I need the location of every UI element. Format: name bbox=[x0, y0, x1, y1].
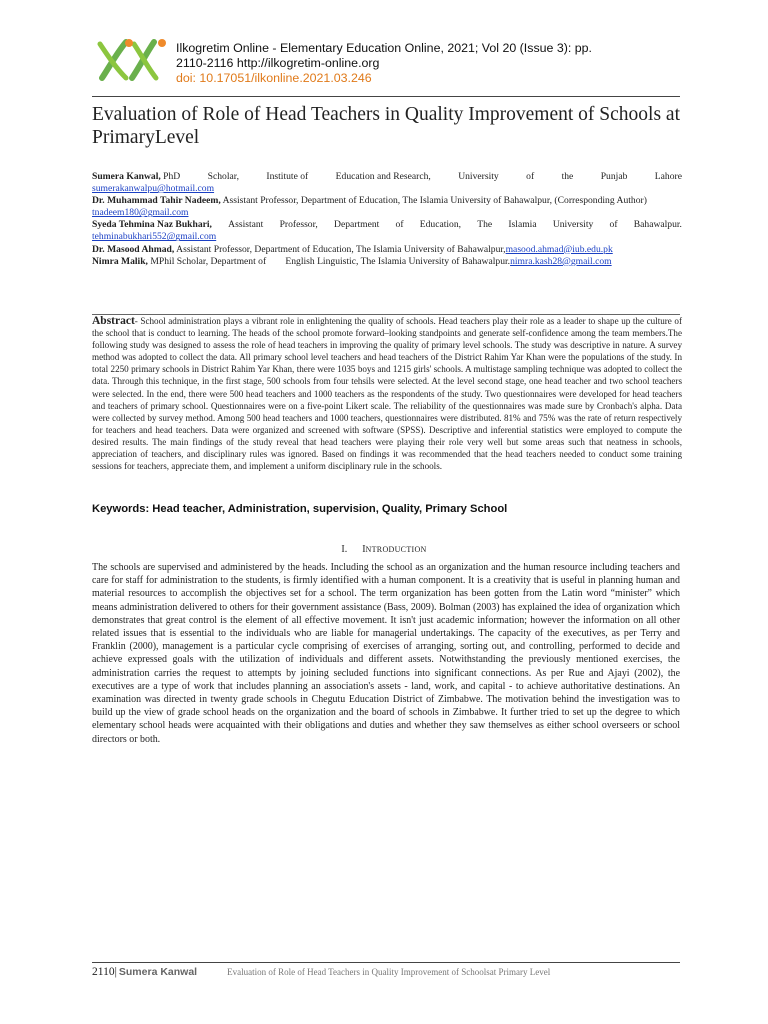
author-name: Sumera Kanwal, bbox=[92, 171, 161, 182]
author-row-5 bbox=[92, 256, 682, 268]
author-email[interactable]: nimra.kash28@gmail.com bbox=[510, 255, 612, 267]
journal-citation: Ilkogretim Online - Elementary Education Online, 2021; Vol 20 (Issue 3): pp. bbox=[176, 41, 592, 55]
footer-divider bbox=[92, 962, 680, 963]
footer-title: Evaluation of Role of Head Teachers in Quality Improvement of Schoolsat Primary Level bbox=[227, 967, 551, 977]
abstract-label: Abstract bbox=[92, 315, 135, 327]
author-name: Nimra Malik, bbox=[92, 255, 148, 267]
author-affiliation-part: Education and Research, bbox=[335, 171, 431, 182]
author-affiliation-part: Lahore bbox=[654, 171, 682, 182]
author-row-4 bbox=[92, 244, 682, 256]
author-affiliation-part: Professor, bbox=[279, 219, 318, 231]
author-affiliation-part: Scholar, bbox=[207, 171, 239, 182]
author-affiliation: Assistant Professor, Department of Education, The Islamia University of Bahawalpur, bbox=[176, 243, 506, 255]
author-affiliation-part: Assistant bbox=[228, 219, 264, 231]
author-affiliation-part: Bahawalpur. bbox=[633, 219, 682, 231]
journal-header bbox=[176, 41, 696, 86]
section-number: I. bbox=[341, 544, 348, 555]
section-title-initial: I bbox=[362, 544, 366, 555]
author-affiliation-part: Punjab bbox=[600, 171, 628, 182]
section-heading bbox=[0, 544, 768, 555]
page-number: 2110| bbox=[92, 966, 117, 978]
author-row-2 bbox=[92, 195, 682, 207]
author-affiliation: Assistant Professor, Department of Education, The Islamia University of Bahawalpur, (Corresponding Author) bbox=[222, 195, 647, 207]
introduction-paragraph: The schools are supervised and administered by the heads. Including the school as an organization and the human resource including teachers and care for staff for administration to the students, is firmly identified with a human component. It is a creativity that is useful in planning human and material resources to accomplish the objectives set for a school. The term organization has been gotten from the Latin word “minister” which means administration delivered to others for their government assistance (Bass, 2009). Bolman (2003) has explained the idea of organization which demonstrates that great control is the element of all effective movement. It isn't just academic information; however the information on all other related issues that is essential to the individuals who are liable for managerial undertakings. The capacity of the executives, as per Terry and Franklin (2000), management is a particular cycle comprising of exercises of arranging, sorting out, and controlling, performed to decide and achieve expressed goals with the utilization of individuals and different assets. Notwithstanding the previously mentioned exercises, the administration carries the request to attempts by joining secluded functions into significant connections. As per Rue and Ajayi (2002), the executives are a type of work that includes planning an association's assets - land, work, and capital - to achieve authoritative destinations. An examination was directed in twenty grade schools in Chegutu Education District of Zimbabwe. The motivation behind the investigation was to build up the view of grade school heads on the organization and the board of schools in Zimbabwe. It further tried to set up the degree to which elementary school heads were acquainted with their obligations and duties and whether they saw themselves as either school overseers or school directors or both. bbox=[92, 562, 680, 745]
author-email[interactable]: sumerakanwalpu@hotmail.com bbox=[92, 183, 215, 195]
author-row-3 bbox=[92, 219, 682, 231]
author-affiliation-part: University bbox=[552, 219, 594, 231]
author-name: Dr. Masood Ahmad, bbox=[92, 243, 175, 255]
header-divider bbox=[92, 96, 680, 97]
author-affiliation-part: Department bbox=[334, 219, 380, 231]
author-list bbox=[92, 171, 682, 268]
author-affiliation-part: Institute of bbox=[266, 171, 309, 182]
author-row-1 bbox=[92, 171, 682, 183]
author-name: Dr. Muhammad Tahir Nadeem, bbox=[92, 195, 221, 207]
author-affiliation-part: Education, bbox=[419, 219, 462, 231]
author-affiliation-part: Islamia bbox=[508, 219, 537, 231]
author-affiliation-part: the bbox=[561, 171, 574, 182]
page-footer bbox=[92, 966, 682, 978]
author-affiliation-part: of bbox=[526, 171, 535, 182]
author-degree: PhD bbox=[163, 171, 181, 182]
paper-title: Evaluation of Role of Head Teachers in Quality Improvement of Schools at PrimaryLevel bbox=[92, 104, 680, 148]
abstract bbox=[92, 315, 682, 472]
section-title-rest: NTRODUCTION bbox=[365, 545, 427, 554]
journal-pages-url: 2110-2116 http://ilkogretim-online.org bbox=[176, 56, 380, 70]
author-affiliation: MPhil Scholar, Department of bbox=[150, 255, 267, 267]
author-affiliation-part: of bbox=[395, 219, 404, 231]
keywords: Keywords: Head teacher, Administration, supervision, Quality, Primary School bbox=[92, 503, 508, 515]
author-name: Syeda Tehmina Naz Bukhari, bbox=[92, 219, 212, 231]
abstract-text: - School administration plays a vibrant role in enlightening the quality of schools. Head teachers play their role as a leader to shape up the culture of the school that is conduct to learning. The heads of the school promote forward–looking standpoints and generate self-confidence among the team members.The following study was designed to assess the role of head teachers in improving the quality of primary level schools. The study was descriptive in nature. A survey method was adopted to collect the data. All primary school level teachers and head teachers of the District Rahim Yar Khan were the populations of the study. In total 2250 primary schools in District Rahim Yar Khan, there were 1035 boys and 1215 girls' schools. A multistage sampling technique was adopted to collect the data. Through this technique, in the first stage, 500 schools from four tehsils were selected. At the level second stage, one head teacher and two school teachers were selected. In the end, there were 500 head teachers and 1000 teachers as the respondents of the study. Two questionnaires were developed for head teachers and teachers of primary school. Questionnaires were on a five-point Likert scale. The reliability of the questionnaires was made sure by Cronbach's alpha. Data were collected by survey method. Among 500 head teachers and 1000 teachers, questionnaires were distributed. 81% and 75% was the rate of return respectively for teachers and head teachers. Data were organized and screened with software (SPSS). Descriptive and inferential statistics were employed to compute the desired results. The main findings of the study reveal that head teachers were playing their role very well but some areas such that neatness in schools, appreciation of teachers, and disciplinary rules was ignored. Based on findings it was recommended that the head teachers needed to conduct some training sessions for teachers, appreciate them, and implement a uniform disciplinary rule in the schools. bbox=[92, 316, 682, 472]
author-affiliation-part: The bbox=[477, 219, 493, 231]
author-email[interactable]: masood.ahmad@iub.edu.pk bbox=[505, 243, 613, 255]
footer-author: Sumera Kanwal bbox=[118, 966, 198, 978]
author-email[interactable]: tnadeem180@gmail.com bbox=[92, 207, 189, 219]
author-affiliation-part: of bbox=[609, 219, 618, 231]
author-affiliation-part: University bbox=[458, 171, 499, 182]
author-affiliation: English Linguistic, The Islamia University of Bahawalpur. bbox=[285, 255, 511, 267]
doi-link[interactable]: doi: 10.17051/ilkonline.2021.03.246 bbox=[176, 71, 372, 85]
journal-logo-icon bbox=[96, 38, 170, 82]
author-email[interactable]: tehminabukhari552@gmail.com bbox=[92, 231, 217, 243]
